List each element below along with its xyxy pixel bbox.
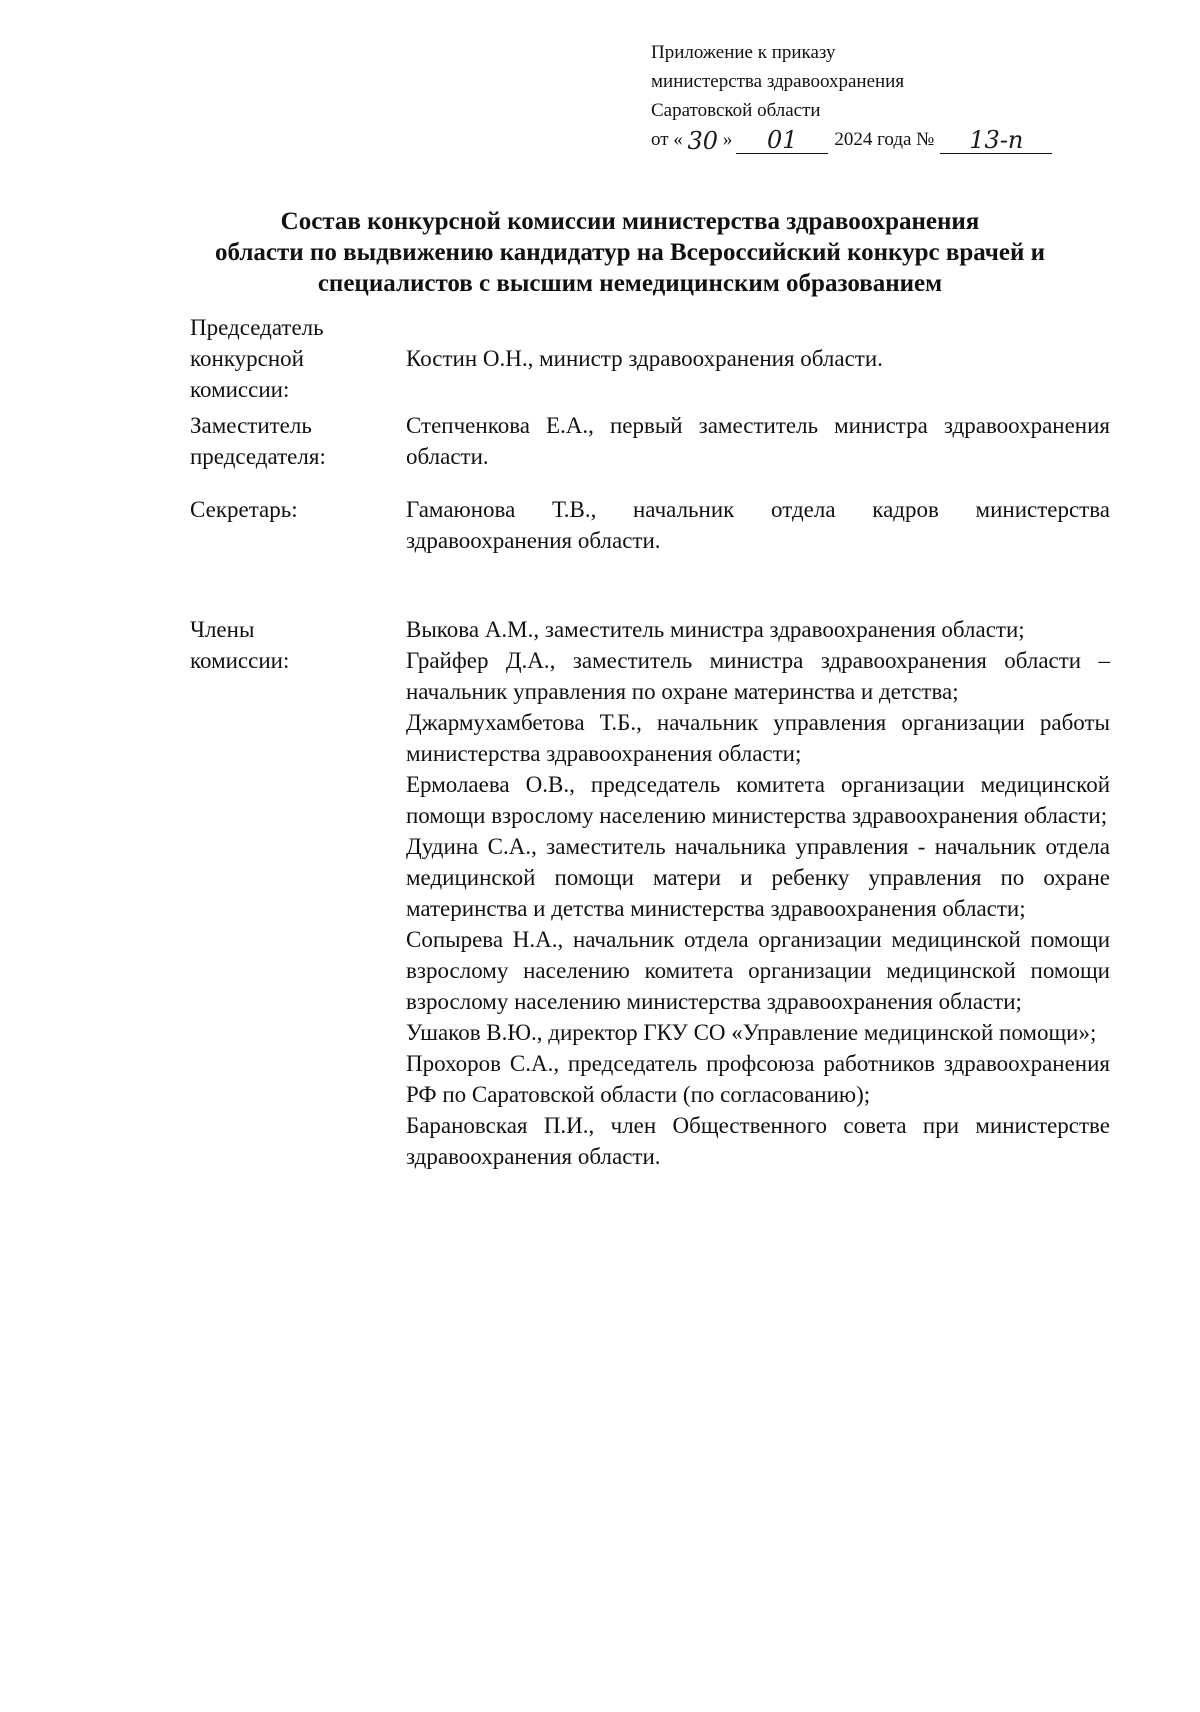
member-entry: Сопырева Н.А., начальник отдела организации медицинской помощи взрослому населению комитета организации медицинской помощи взрослому населению министерства здравоохранения области; (406, 927, 1110, 1014)
chair-role-line: комиссии: (190, 377, 290, 402)
deputy-person (406, 410, 1110, 472)
deputy-entry: Степченкова Е.А., первый заместитель министра здравоохранения области. (406, 413, 1110, 469)
deputy-row (190, 410, 1110, 472)
secretary-role (190, 494, 406, 556)
chair-entry: Костин О.Н., министр здравоохранения области. (406, 346, 883, 371)
appendix-line-1: Приложение к приказу (651, 42, 836, 63)
appendix-line-3: Саратовской области (651, 100, 821, 121)
order-day-suffix: » (722, 129, 733, 150)
members-role-line: Члены (190, 617, 255, 642)
member-entry: Ушаков В.Ю., директор ГКУ СО «Управление медицинской помощи»; (406, 1020, 1097, 1045)
secretary-role-line: Секретарь: (190, 497, 298, 522)
commission-roster (190, 312, 1110, 1172)
member-entry: Прохоров С.А., председатель профсоюза работников здравоохранения РФ по Саратовской области (по согласованию); (406, 1051, 1110, 1107)
members-list (406, 614, 1110, 1172)
deputy-role-line: Заместитель (190, 413, 312, 438)
secretary-row (190, 494, 1110, 556)
members-role (190, 614, 406, 1172)
appendix-header (651, 38, 1111, 154)
member-entry: Ермолаева О.В., председатель комитета организации медицинской помощи взрослому населению министерства здравоохранения области; (406, 772, 1110, 828)
member-entry: Барановская П.И., член Общественного совета при министерстве здравоохранения области. (406, 1113, 1110, 1169)
order-year-text: 2024 года № (834, 129, 935, 150)
title-line-2: области по выдвижению кандидатур на Всероссийский конкурс врачей и (214, 239, 1046, 266)
chair-person (406, 312, 1110, 405)
order-prefix: от « (651, 129, 683, 150)
order-number: 13-п (940, 127, 1052, 154)
document-title (150, 206, 1110, 299)
member-entry: Дудина С.А., заместитель начальника управления - начальник отдела медицинской помощи матери и ребенку управления по охране материнства и детства министерства здравоохранения области; (406, 834, 1110, 921)
order-reference (651, 125, 1111, 154)
chair-row (190, 312, 1110, 405)
member-entry: Выкова А.М., заместитель министра здравоохранения области; (406, 617, 1025, 642)
title-line-1: Состав конкурсной комиссии министерства здравоохранения (280, 208, 980, 235)
member-entry: Грайфер Д.А., заместитель министра здравоохранения области – начальник управления по охране материнства и детства; (406, 648, 1110, 704)
members-row (190, 614, 1110, 1172)
chair-role-line: конкурсной (190, 346, 304, 371)
chair-role-line: Председатель (190, 315, 324, 340)
chair-role (190, 312, 406, 405)
secretary-person (406, 494, 1110, 556)
secretary-entry: Гамаюнова Т.В., начальник отдела кадров министерства здравоохранения области. (406, 497, 1110, 553)
title-line-3: специалистов с высшим немедицинским образованием (317, 270, 943, 297)
deputy-role (190, 410, 406, 472)
appendix-line-2: министерства здравоохранения (651, 71, 905, 92)
order-month: 01 (736, 127, 828, 154)
order-day: 30 (687, 127, 719, 155)
member-entry: Джармухамбетова Т.Б., начальник управления организации работы министерства здравоохранения области; (406, 710, 1110, 766)
deputy-role-line: председателя: (190, 444, 326, 469)
members-role-line: комиссии: (190, 648, 290, 673)
